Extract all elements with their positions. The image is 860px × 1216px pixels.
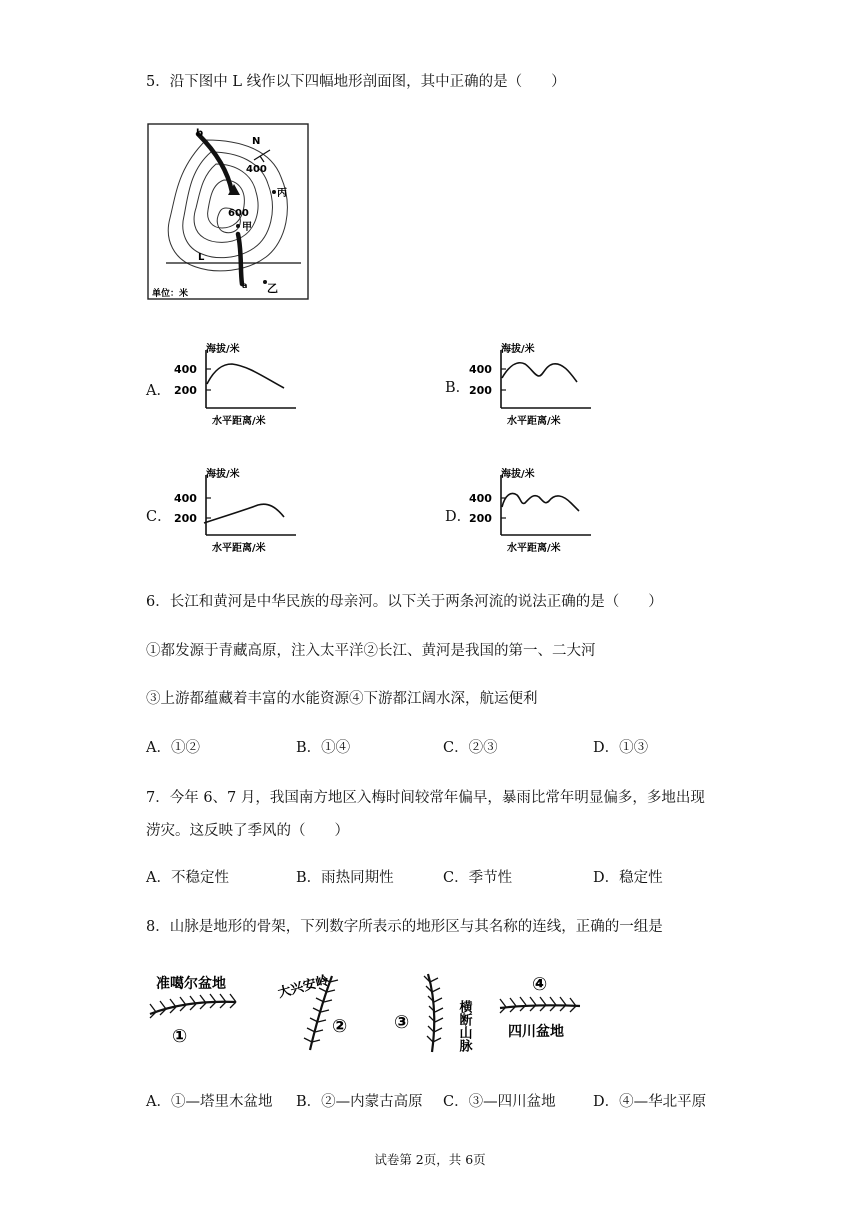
fig1-number: ① — [172, 1026, 188, 1047]
profile-d-tick-200: 200 — [469, 512, 492, 525]
page-footer: 试卷第 2页，共 6页 — [374, 1152, 486, 1167]
profile-a-ylabel: 海拔/米 — [206, 344, 240, 355]
svg-text:大兴安岭: 大兴安岭 — [276, 973, 331, 1002]
profile-c-tick-400: 400 — [174, 492, 197, 505]
q7-stem-line-1: 7．今年 6、7 月，我国南方地区入梅时间较常年偏早，暴雨比常年明显偏多，多地出现 — [146, 790, 705, 806]
mountain-figure-1 — [146, 970, 256, 1050]
profile-chart-a — [174, 340, 306, 428]
contour-600-label: 600 — [228, 208, 249, 219]
q5-option-c-label[interactable]: C． — [146, 509, 172, 525]
place-jia-label: 甲 — [242, 222, 252, 233]
profile-chart-d — [469, 465, 601, 555]
profile-a-tick-400: 400 — [174, 363, 197, 376]
q5-option-a-label[interactable]: A． — [146, 383, 171, 399]
q6-stem: 6．长江和黄河是中华民族的母亲河。以下关于两条河流的说法正确的是（ ） — [146, 594, 663, 610]
q5-stem: 5．沿下图中 L 线作以下四幅地形剖面图，其中正确的是（ ） — [146, 74, 566, 90]
q8-option-d[interactable]: D．④—华北平原 — [593, 1094, 707, 1110]
profile-d-xlabel: 水平距离/米 — [507, 543, 561, 554]
q7-stem-line-2: 涝灾。这反映了季风的（ ） — [146, 823, 349, 839]
contour-400-label: 400 — [246, 164, 267, 175]
q5-option-b-label[interactable]: B． — [445, 380, 471, 396]
fig3-number: ③ — [394, 1012, 410, 1033]
line-L-label: L — [198, 252, 205, 263]
q6-option-b[interactable]: B．①④ — [296, 740, 351, 756]
mountain-figure-3 — [392, 968, 492, 1058]
q5-option-d-label[interactable]: D． — [445, 509, 472, 525]
profile-b-tick-200: 200 — [469, 384, 492, 397]
profile-chart-b — [469, 340, 601, 428]
profile-c-ylabel: 海拔/米 — [206, 469, 240, 480]
profile-chart-c — [174, 465, 306, 555]
q6-option-a[interactable]: A．①② — [146, 740, 200, 756]
q6-statement-1: ①都发源于青藏高原，注入太平洋②长江、黄河是我国的第一、二大河 — [146, 643, 596, 659]
fig3-name: 横断山脉 — [456, 1000, 472, 1052]
q7-option-c[interactable]: C．季节性 — [443, 870, 513, 886]
mountain-figure-2 — [270, 968, 365, 1060]
profile-c-xlabel: 水平距离/米 — [212, 543, 266, 554]
place-bing-label: 丙 — [277, 188, 287, 199]
fig4-number: ④ — [532, 974, 548, 995]
q6-option-d[interactable]: D．①③ — [593, 740, 649, 756]
fig1-name: 准噶尔盆地 — [156, 976, 226, 992]
q7-option-a[interactable]: A．不稳定性 — [146, 870, 229, 886]
q7-option-b[interactable]: B．雨热同期性 — [296, 870, 394, 886]
profile-a-tick-200: 200 — [174, 384, 197, 397]
q8-option-c[interactable]: C．③—四川盆地 — [443, 1094, 556, 1110]
fig2-name — [276, 972, 330, 1001]
profile-b-tick-400: 400 — [469, 363, 492, 376]
q6-option-c[interactable]: C．②③ — [443, 740, 498, 756]
profile-a-xlabel: 水平距离/米 — [212, 416, 266, 427]
q8-option-b[interactable]: B．②—内蒙古高原 — [296, 1094, 423, 1110]
profile-b-xlabel: 水平距离/米 — [507, 416, 561, 427]
q8-option-a[interactable]: A．①—塔里木盆地 — [146, 1094, 273, 1110]
q8-stem: 8．山脉是地形的骨架，下列数字所表示的地形区与其名称的连线，正确的一组是 — [146, 919, 663, 935]
place-yi-label: 乙 — [267, 282, 278, 295]
q7-option-d[interactable]: D．稳定性 — [593, 870, 663, 886]
fig2-number: ② — [332, 1016, 348, 1037]
profile-d-tick-400: 400 — [469, 492, 492, 505]
north-label: N — [252, 136, 261, 147]
point-b-label: b — [196, 128, 204, 139]
point-a-label: a — [242, 281, 248, 290]
contour-map — [146, 122, 310, 302]
mountain-figure-4 — [494, 970, 604, 1050]
profile-d-ylabel: 海拔/米 — [501, 469, 535, 480]
profile-c-tick-200: 200 — [174, 512, 197, 525]
profile-b-ylabel: 海拔/米 — [501, 344, 535, 355]
fig4-name: 四川盆地 — [508, 1024, 564, 1040]
map-unit-label: 单位：米 — [152, 289, 189, 299]
q6-statement-2: ③上游都蕴藏着丰富的水能资源④下游都江阔水深，航运便利 — [146, 691, 538, 707]
